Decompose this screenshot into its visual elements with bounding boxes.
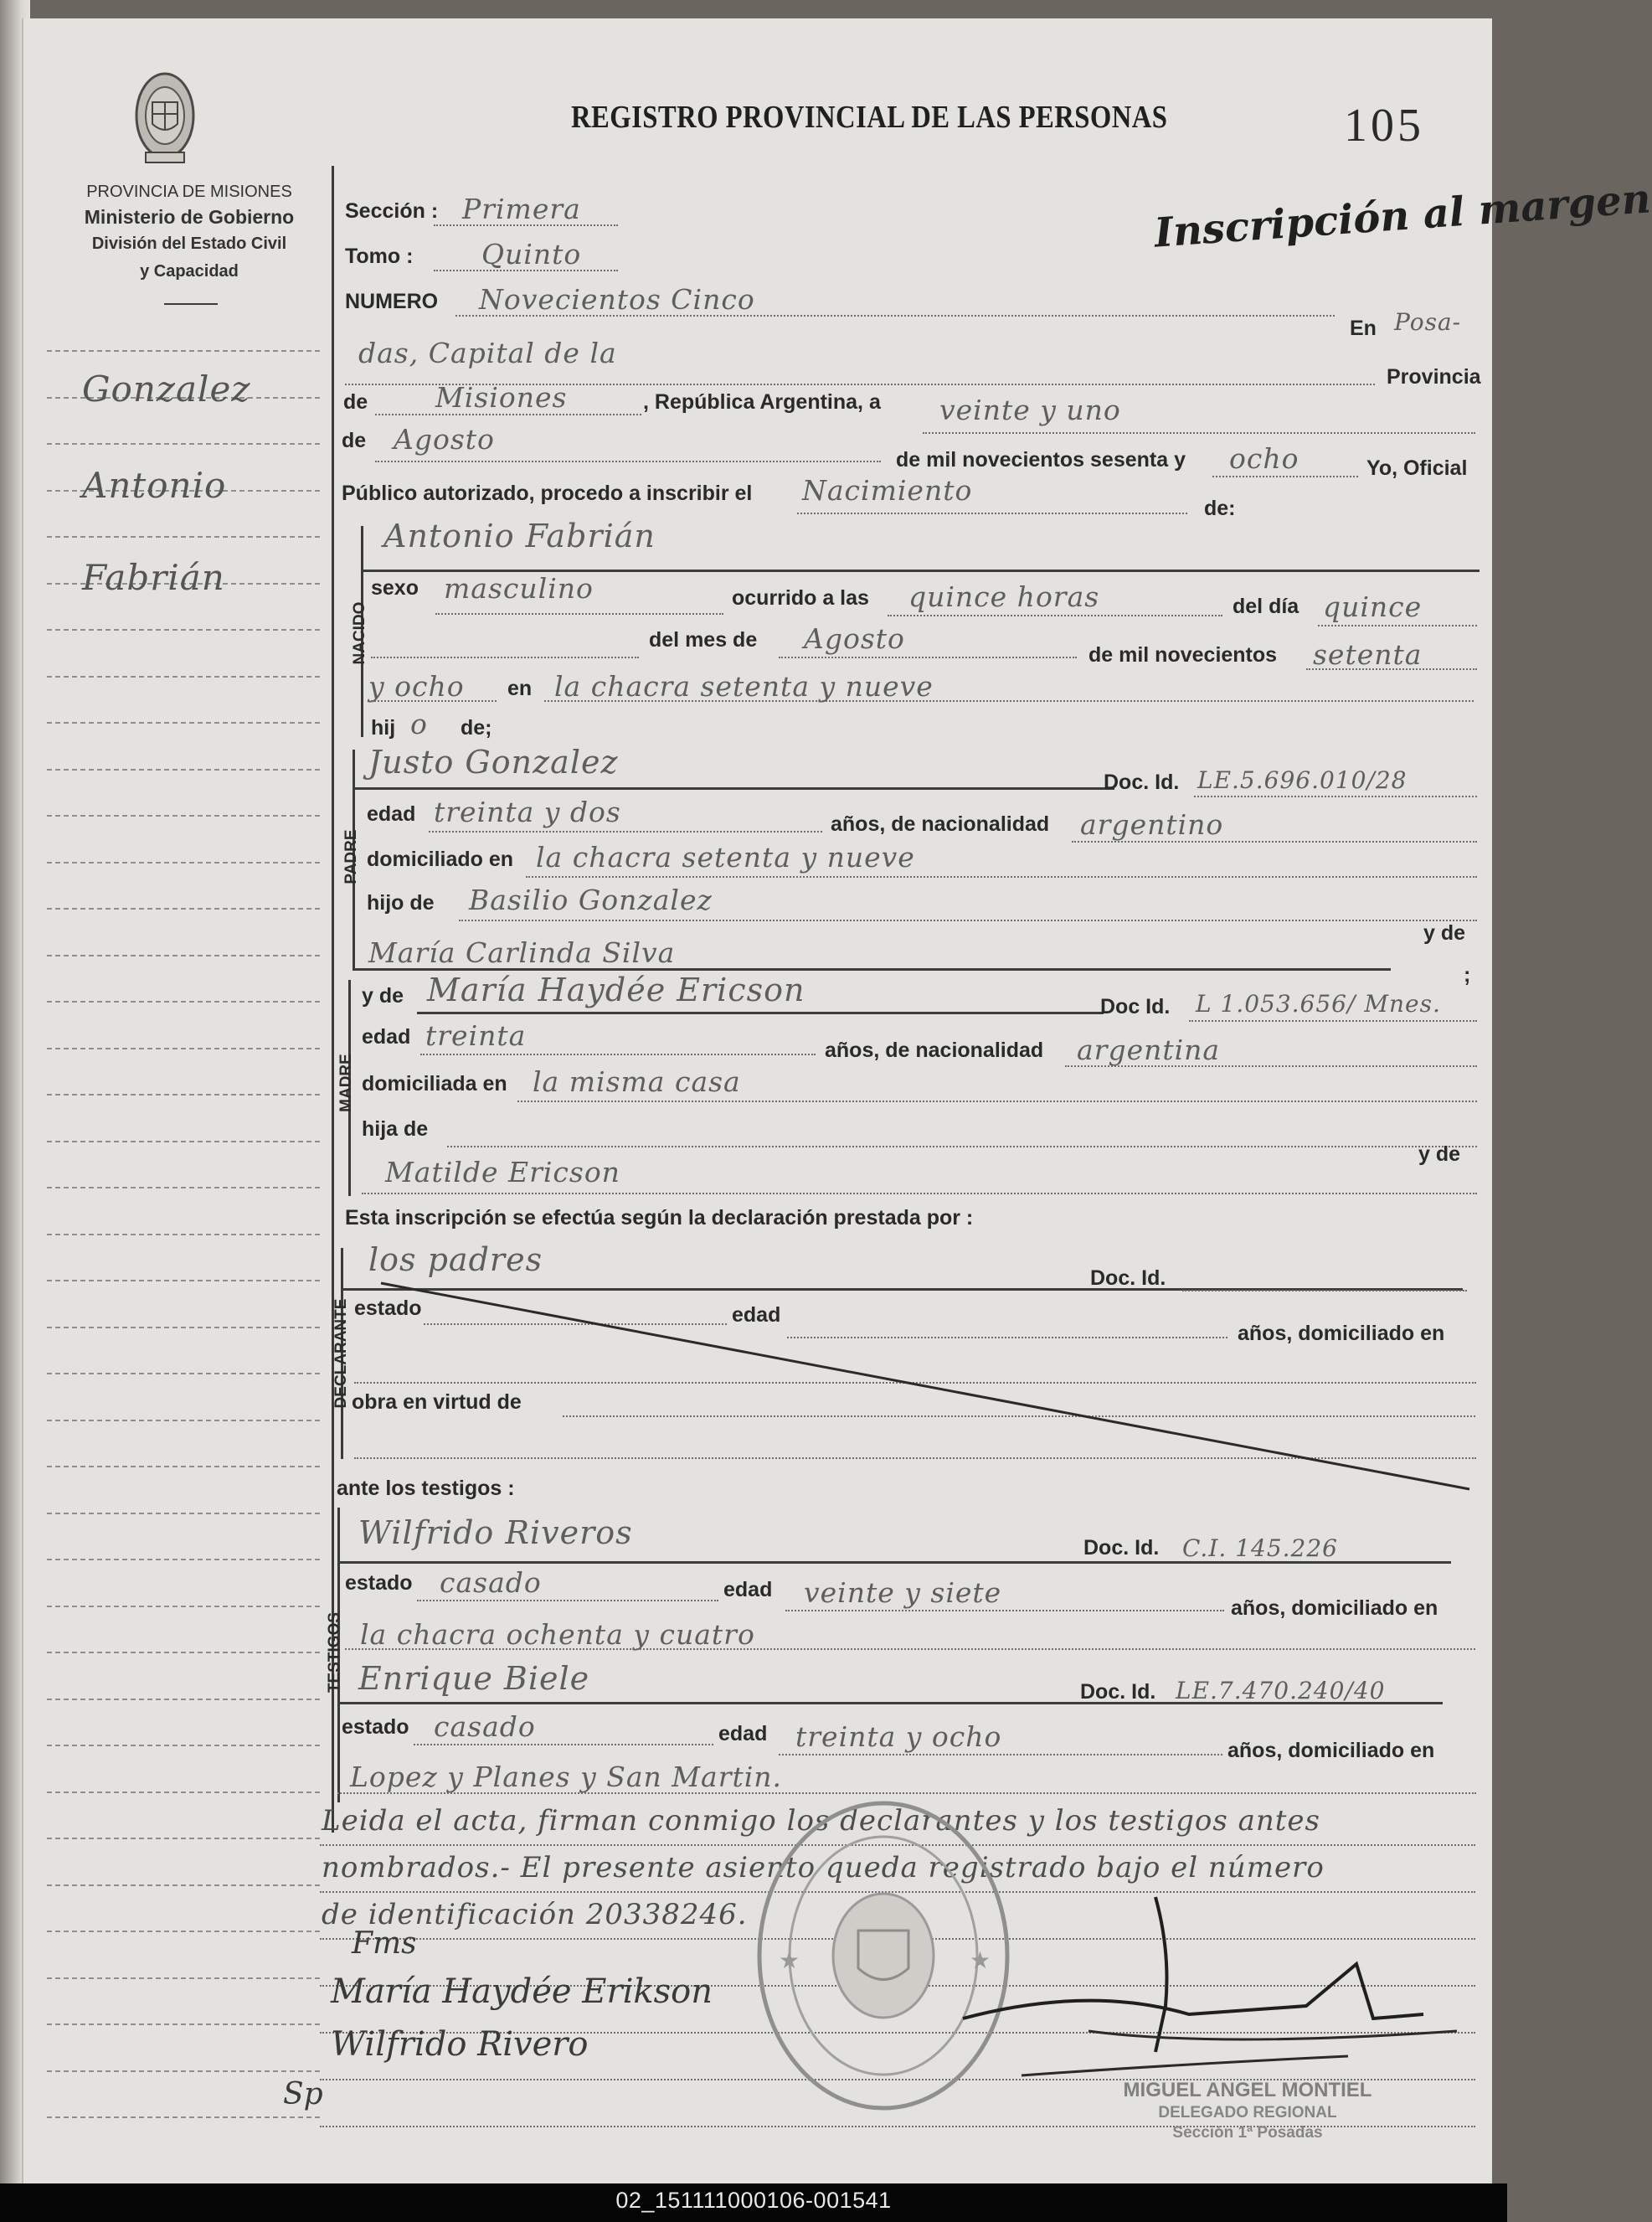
value-acto: Nacimiento [802, 474, 973, 507]
label-hijo-de: hijo de [367, 891, 435, 915]
label-sexo: sexo [371, 576, 419, 600]
value-provincia: Misiones [435, 381, 568, 414]
image-identifier: 02_151111000106-001541 [615, 2188, 892, 2213]
stamp-section: Sección 1ª Posadas [1172, 2124, 1323, 2142]
label-anos-nac-madre: años, de nacionalidad [825, 1039, 1044, 1062]
value-testigo2-doc: LE.7.470.240/40 [1176, 1677, 1386, 1704]
label-numero: NUMERO [345, 290, 439, 313]
stamp-name: MIGUEL ANGEL MONTIEL [1123, 2079, 1372, 2101]
value-madre-nacionalidad: argentina [1077, 1034, 1221, 1066]
org-province: PROVINCIA DE MISIONES [86, 183, 292, 201]
label-obra: obra en virtud de [352, 1390, 522, 1414]
value-lugar-b: das, Capital de la [358, 337, 617, 369]
label-estado-t2: estado [342, 1715, 409, 1739]
label-doc-madre: Doc Id. [1100, 995, 1171, 1018]
label-domiciliada-madre: domiciliada en [362, 1072, 507, 1096]
closing-line-2: nombrados.- El presente asiento queda registrado bajo el número [322, 1851, 1325, 1884]
value-madre-madre: Matilde Ericson [385, 1156, 620, 1188]
label-hija-de: hija de [362, 1117, 429, 1141]
label-anos-nac-padre: años, de nacionalidad [831, 812, 1050, 836]
value-dia-nac: quince [1323, 590, 1423, 623]
label-en: En [1350, 317, 1377, 340]
signature-madre: María Haydée Erikson [331, 1972, 713, 2011]
value-testigo1-estado: casado [440, 1566, 542, 1599]
value-seccion: Primera [462, 193, 581, 225]
label-seccion: Sección : [345, 199, 439, 223]
closing-line-3: de identificación 20338246. [322, 1898, 748, 1931]
label-y-de-madre2: y de [1418, 1142, 1461, 1166]
label-y-de-padre: y de [1423, 921, 1466, 945]
svg-text:★: ★ [970, 1946, 991, 1974]
margin-name1: Antonio [82, 465, 227, 506]
label-domiciliado-padre: domiciliado en [367, 848, 514, 871]
margin-name2: Fabrián [82, 557, 225, 598]
label-doc-testigo1: Doc. Id. [1083, 1536, 1160, 1560]
label-y-de-madre: y de [362, 984, 404, 1008]
label-republica: , República Argentina, a [643, 390, 881, 414]
margin-surname: Gonzalez [82, 369, 251, 410]
value-testigo1-doc: C.I. 145.226 [1182, 1534, 1338, 1562]
side-label-nacido: NACIDO [351, 601, 368, 665]
label-de-semi: de; [461, 716, 492, 740]
signature-mark-2: Sp [283, 2077, 323, 2111]
label-mil-novecientos: de mil novecientos [1088, 643, 1278, 667]
label-declaracion: Esta inscripción se efectúa según la declaración prestada por : [345, 1206, 974, 1230]
signature-testigo: Wilfrido Rivero [331, 2025, 589, 2064]
svg-text:★: ★ [779, 1946, 800, 1974]
label-ocurrido: ocurrido a las [732, 586, 869, 610]
label-hijo: hij [371, 716, 396, 740]
value-madre-nombre: María Haydée Ericson [427, 972, 805, 1008]
value-anio-nac-b: y ocho [368, 670, 465, 703]
value-tomo: Quinto [481, 238, 582, 271]
value-madre-domicilio: la misma casa [533, 1065, 741, 1098]
value-lugar-a: Posa- [1394, 308, 1462, 336]
value-testigo1-edad: veinte y siete [804, 1576, 1002, 1609]
value-mes: Agosto [394, 423, 495, 456]
value-anio: ocho [1229, 442, 1299, 475]
label-anos-dom-t2: años, domiciliado en [1227, 1739, 1435, 1762]
label-de-colon: de: [1204, 497, 1236, 520]
value-dia: veinte y uno [939, 394, 1121, 426]
value-padre-doc: LE.5.696.010/28 [1197, 766, 1408, 794]
stamp-role: DELEGADO REGIONAL [1158, 2104, 1337, 2121]
label-edad-t2: edad [718, 1722, 768, 1745]
value-padre-edad: treinta y dos [434, 796, 621, 828]
label-edad-padre: edad [367, 802, 416, 826]
value-lugar-nac: la chacra setenta y nueve [554, 670, 934, 703]
label-edad-decl: edad [732, 1303, 781, 1327]
side-label-madre: MADRE [337, 1054, 355, 1112]
label-de-prov: de [343, 390, 368, 414]
value-testigo1-nombre: Wilfrido Riveros [358, 1514, 633, 1551]
value-testigo2-estado: casado [434, 1710, 536, 1743]
label-mil-sesenta: de mil novecientos sesenta y [896, 448, 1186, 472]
value-testigo2-edad: treinta y ocho [795, 1720, 1002, 1753]
value-testigo2-nombre: Enrique Biele [358, 1660, 590, 1697]
label-yo-oficial: Yo, Oficial [1366, 456, 1468, 480]
value-testigo1-domicilio: la chacra ochenta y cuatro [360, 1618, 755, 1651]
label-provincia: Provincia [1387, 365, 1481, 389]
label-tomo: Tomo : [345, 245, 414, 268]
label-doc-testigo2: Doc. Id. [1080, 1680, 1156, 1704]
value-padre-madre: María Carlinda Silva [368, 936, 676, 969]
value-madre-edad: treinta [425, 1019, 527, 1052]
label-del-dia: del día [1233, 595, 1299, 618]
value-padre-nacionalidad: argentino [1080, 808, 1224, 841]
value-hijo-suffix: o [410, 708, 428, 740]
value-mes-nac: Agosto [804, 622, 905, 655]
value-padre-nombre: Justo Gonzalez [368, 744, 619, 781]
label-edad-madre: edad [362, 1025, 411, 1049]
org-ministry: Ministerio de Gobierno [84, 206, 295, 228]
side-label-declarante: DECLARANTE [332, 1298, 350, 1409]
label-edad-t1: edad [723, 1578, 773, 1601]
side-label-padre: PADRE [342, 829, 360, 884]
label-anos-dom-decl: años, domiciliado en [1238, 1322, 1445, 1345]
value-madre-doc: L 1.053.656/ Mnes. [1196, 990, 1441, 1018]
value-nacido-nombre: Antonio Fabrián [383, 518, 656, 554]
org-capacidad: y Capacidad [140, 262, 239, 281]
value-numero: Novecientos Cinco [479, 283, 755, 316]
page-number: 105 [1344, 100, 1424, 152]
label-del-mes: del mes de [649, 628, 758, 652]
value-hora: quince horas [908, 580, 1100, 613]
label-publico: Público autorizado, procedo a inscribir el [342, 482, 753, 505]
label-doc-padre: Doc. Id. [1104, 771, 1180, 794]
label-testigos: ante los testigos : [337, 1477, 515, 1500]
label-de-mes: de [342, 429, 367, 452]
value-declarante: los padres [368, 1241, 543, 1278]
signature-mark-1: Fms [352, 1926, 417, 1961]
document-title: REGISTRO PROVINCIAL DE LAS PERSONAS [571, 100, 1168, 135]
label-estado-t1: estado [345, 1571, 413, 1595]
label-doc-declarante: Doc. Id. [1090, 1266, 1166, 1290]
value-testigo2-domicilio: Lopez y Planes y San Martin. [350, 1761, 783, 1793]
value-sexo: masculino [444, 572, 594, 605]
value-anio-nac-a: setenta [1313, 638, 1423, 671]
org-division: División del Estado Civil [91, 235, 287, 253]
label-semicolon: ; [1464, 963, 1471, 987]
margin-annotation-handwritten: Inscripción al margen [1152, 175, 1652, 257]
closing-line-1: Leida el acta, firman conmigo los declarantes y los testigos antes [322, 1804, 1320, 1838]
side-label-testigos: TESTIGOS [326, 1611, 343, 1694]
value-padre-domicilio: la chacra setenta y nueve [536, 841, 915, 874]
value-padre-padre: Basilio Gonzalez [469, 884, 713, 916]
label-anos-dom-t1: años, domiciliado en [1231, 1596, 1438, 1620]
label-en-nac: en [507, 677, 533, 700]
label-estado-decl: estado [354, 1297, 422, 1320]
